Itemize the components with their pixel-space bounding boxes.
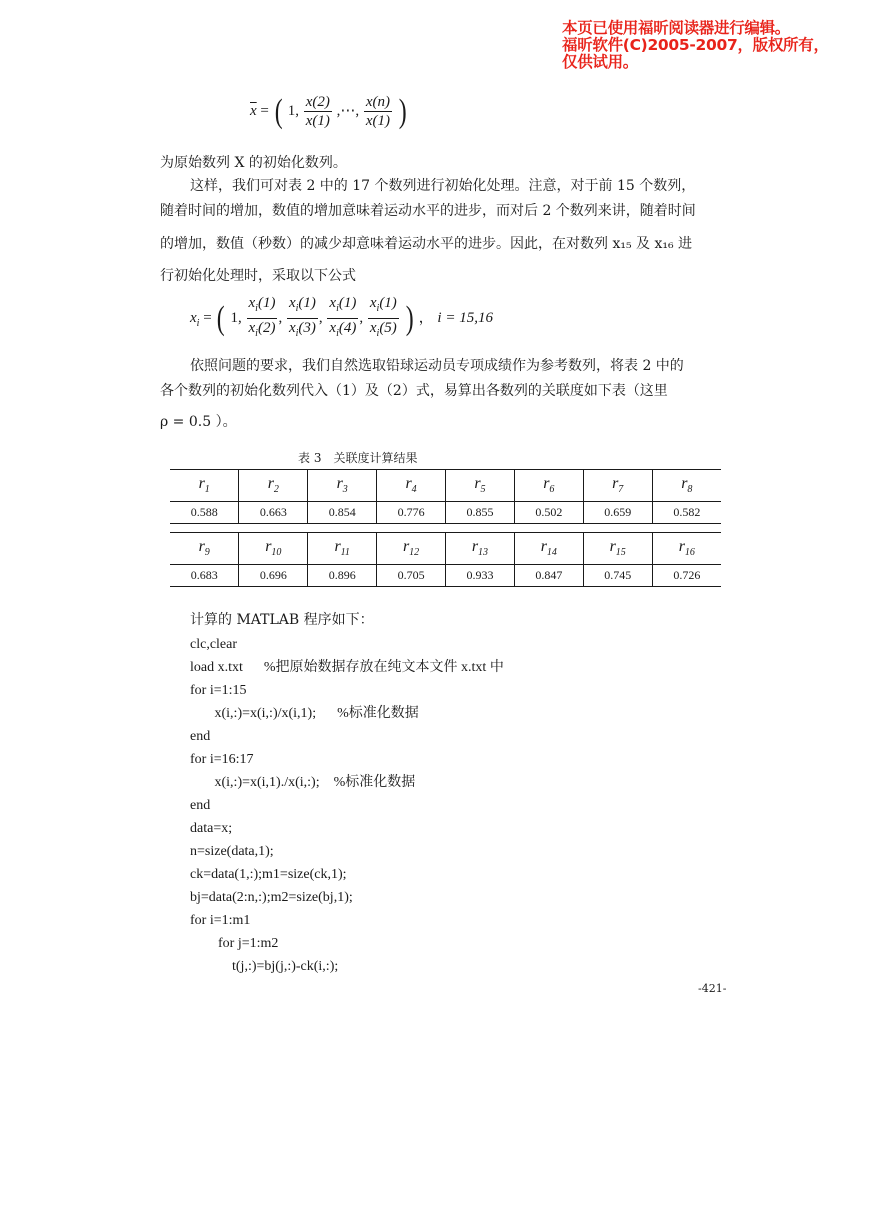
formula-lhs: $x_i$ xyxy=(190,309,200,329)
table-header-cell: $r_1$ xyxy=(170,470,239,502)
fraction: $\frac{x_i(1)}{x_i(4)}$ xyxy=(329,295,357,339)
code-line: load x.txt %把原始数据存放在纯文本文件 x.txt 中 xyxy=(190,660,504,675)
table-row xyxy=(170,502,721,524)
table-cell: 0.696 xyxy=(239,565,308,587)
paragraph-line: 随着时间的增加，数值的增加意味着运动水平的进步，而对后 2 个数列来讲，随着时间 xyxy=(160,203,696,219)
paragraph-line: 依照问题的要求，我们自然选取铅球运动员专项成绩作为参考数列，将表 2 中的 xyxy=(190,358,684,374)
code-line: for i=16:17 xyxy=(190,752,254,767)
code-line: for i=1:m1 xyxy=(190,913,251,928)
fraction: $\frac{x(2)}{x(1)}$ xyxy=(305,94,330,129)
code-line: bj=data(2:n,:);m2=size(bj,1); xyxy=(190,890,353,905)
code-line: x(i,:)=x(i,1)./x(i,:); %标准化数据 xyxy=(190,775,416,790)
table-header-cell: $r_{13}$ xyxy=(446,533,515,565)
table-header-cell: $r_7$ xyxy=(583,470,652,502)
table-header-cell: $r_2$ xyxy=(239,470,308,502)
watermark xyxy=(562,20,829,71)
table-header-cell: $r_{11}$ xyxy=(308,533,377,565)
fraction: $\frac{x_i(1)}{x_i(5)}$ xyxy=(369,295,397,339)
code-line: end xyxy=(190,729,211,744)
fraction: $\frac{x_i(1)}{x_i(2)}$ xyxy=(248,295,276,339)
table-header-cell: $r_{10}$ xyxy=(239,533,308,565)
table-cell: 0.855 xyxy=(446,502,515,524)
watermark-line: 仅供试用。 xyxy=(562,53,639,71)
code-line: ck=data(1,:);m1=size(ck,1); xyxy=(190,867,347,882)
correlation-table-1 xyxy=(170,469,721,524)
formula-one: 1, xyxy=(287,102,299,119)
table-header-cell: $r_8$ xyxy=(652,470,721,502)
table-header-cell: $r_6$ xyxy=(514,470,583,502)
table-header-cell: $r_5$ xyxy=(446,470,515,502)
paragraph-line: 各个数列的初始化数列代入（1）及（2）式，易算出各数列的关联度如下表（这里 xyxy=(160,383,668,399)
table-header-cell: $r_{14}$ xyxy=(514,533,583,565)
code-line: clc,clear xyxy=(190,637,238,652)
table-row xyxy=(170,565,721,587)
code-line: for j=1:m2 xyxy=(190,936,279,951)
table-cell: 0.683 xyxy=(170,565,239,587)
table-cell: 0.854 xyxy=(308,502,377,524)
table-caption: 表 3 关联度计算结果 xyxy=(298,451,418,465)
table-cell: 0.776 xyxy=(377,502,446,524)
table-header-cell: $r_{16}$ xyxy=(652,533,721,565)
table-cell: 0.582 xyxy=(673,505,701,519)
code-line: x(i,:)=x(i,:)/x(i,1); %标准化数据 xyxy=(190,706,419,721)
code-line: end xyxy=(190,798,211,813)
paragraph-line: ρ = 0.5 ）。 xyxy=(160,414,237,430)
table-cell: 0.896 xyxy=(308,565,377,587)
paragraph-line: 这样，我们可对表 2 中的 17 个数列进行初始化处理。注意，对于前 15 个数列， xyxy=(190,178,696,194)
table-header-row xyxy=(170,533,721,565)
code-line: t(j,:)=bj(j,:)-ck(i,:); xyxy=(190,959,339,974)
fraction: $\frac{x_i(1)}{x_i(3)}$ xyxy=(288,295,316,339)
table-cell: 0.659 xyxy=(583,502,652,524)
correlation-table-2 xyxy=(170,532,721,587)
table-header-cell: $r_4$ xyxy=(377,470,446,502)
code-intro: 计算的 MATLAB 程序如下： xyxy=(190,612,374,628)
paragraph-line: 行初始化处理时，采取以下公式 xyxy=(160,268,356,284)
table-header-cell: $r_{15}$ xyxy=(583,533,652,565)
fraction: $\frac{x(n)}{x(1)}$ xyxy=(365,94,391,129)
table-cell: 0.588 xyxy=(170,502,239,524)
table-header-cell: $r_9$ xyxy=(170,533,239,565)
table-header-row xyxy=(170,470,721,502)
formula-lhs: $\overline{x}$ xyxy=(250,102,257,119)
code-line: for i=1:15 xyxy=(190,683,247,698)
table-cell: 0.933 xyxy=(446,565,515,587)
code-line: n=size(data,1); xyxy=(190,844,274,859)
table-cell: 0.745 xyxy=(583,565,652,587)
table-cell: 0.847 xyxy=(514,565,583,587)
paragraph-line: 的增加，数值（秒数）的减少却意味着运动水平的进步。因此，在对数列 x₁₅ 及 x₁₆ 进 xyxy=(160,236,693,252)
table-header-cell: $r_3$ xyxy=(308,470,377,502)
page-number: -421- xyxy=(698,982,727,995)
watermark-line: 本页已使用福昕阅读器进行编辑。 xyxy=(562,19,791,37)
table-cell: 0.705 xyxy=(377,565,446,587)
formula-initialized-sequence: $\overline{x}$ = ( 1, $\frac{x(2)}{x(1)}$ ,⋯, $\frac{x(n)}{x(1)}$ ) xyxy=(250,92,407,130)
table-header-cell: $r_{12}$ xyxy=(377,533,446,565)
table-cell: 0.502 xyxy=(514,502,583,524)
formula-condition: i = 15,16 xyxy=(437,309,493,326)
table-cell: 0.726 xyxy=(673,568,701,582)
table-cell: 0.663 xyxy=(239,502,308,524)
code-line: data=x; xyxy=(190,821,233,836)
paragraph-line: 为原始数列 X 的初始化数列。 xyxy=(160,155,347,171)
watermark-line: 福昕软件(C)2005-2007，版权所有， xyxy=(562,36,829,54)
formula-reciprocal-init: $x_i$ = ( 1, $\frac{x_i(1)}{x_i(2)}$ , $\frac{x_i(1)}{x_i(3)}$ , $\frac{x_i(1)}{x_i(4)}$ , $\frac{x_i(1)}{x_i(5)}$ ) ， i = 15,16 xyxy=(190,294,493,343)
